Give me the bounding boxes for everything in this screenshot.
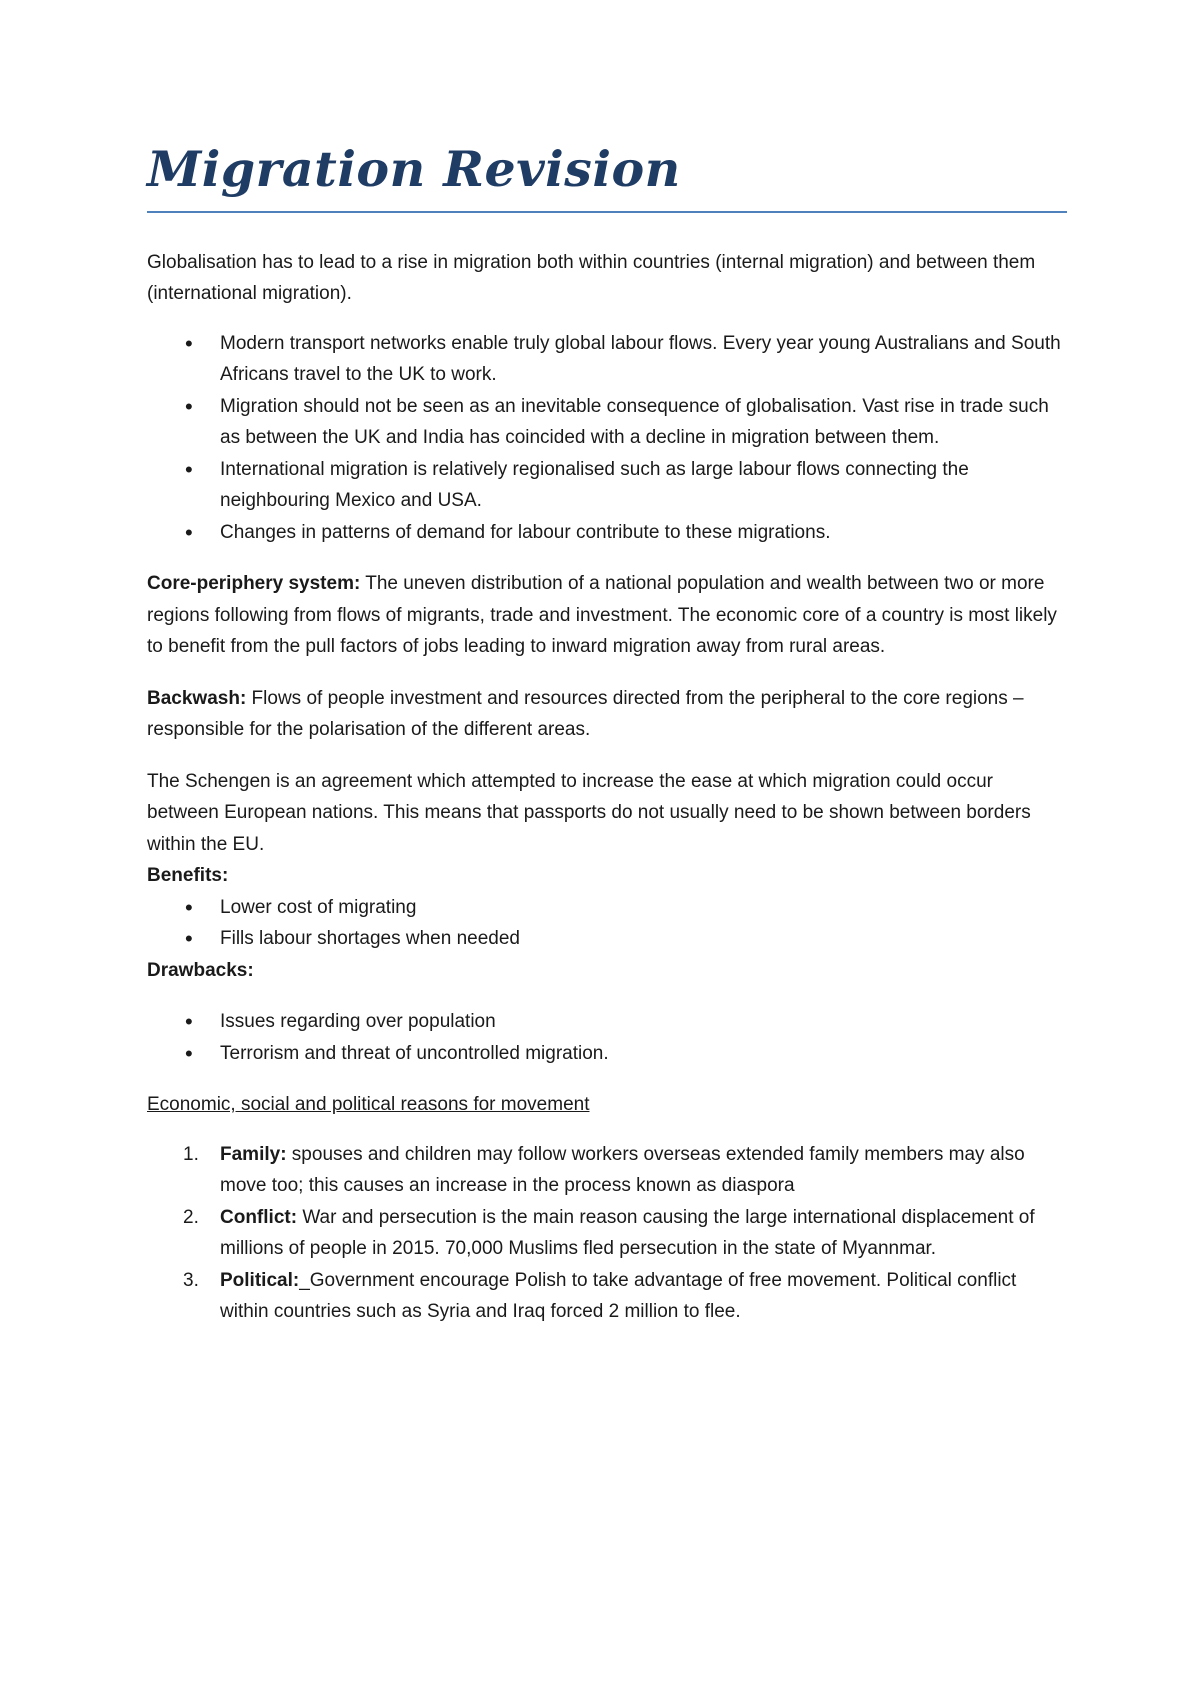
- reason-underscore: _: [299, 1269, 310, 1291]
- list-item: • Terrorism and threat of uncontrolled migration.: [147, 1038, 1067, 1070]
- intro-paragraph: Globalisation has to lead to a rise in migration both within countries (internal migration) and between them (international migration).: [147, 251, 1036, 305]
- title-underline-rule: [147, 211, 1067, 213]
- intro-bullet-list: [147, 328, 1067, 549]
- drawbacks-list: [147, 1006, 1067, 1069]
- list-item: [147, 1139, 1067, 1202]
- backwash-term: Backwash:: [147, 687, 247, 709]
- benefits-label: Benefits:: [147, 865, 229, 887]
- drawbacks-label: Drawbacks:: [147, 959, 254, 981]
- reasons-list: [147, 1139, 1067, 1328]
- reasons-heading: Economic, social and political reasons for movement: [147, 1094, 590, 1116]
- schengen-paragraph: The Schengen is an agreement which attempted to increase the ease at which migration could occur between European nations. This means that passports do not usually need to be shown between borders within the EU.: [147, 770, 1031, 855]
- reason-term: Political:: [220, 1269, 300, 1291]
- list-item: • Lower cost of migrating: [147, 892, 1067, 924]
- list-item: • Migration should not be seen as an inevitable consequence of globalisation. Vast rise in trade such as between the UK and India has coincided with a decline in migration between them.: [147, 391, 1067, 454]
- page-title: Migration Revision: [147, 140, 681, 198]
- list-item: • Fills labour shortages when needed: [147, 923, 1067, 955]
- core-periphery-term: Core-periphery system:: [147, 573, 361, 595]
- list-number: 1.: [183, 1143, 199, 1165]
- backwash-paragraph: [147, 683, 1067, 746]
- document-body: [147, 140, 1067, 1328]
- list-item: • Changes in patterns of demand for labour contribute to these migrations.: [147, 517, 1067, 549]
- benefits-list: [147, 892, 1067, 955]
- list-number: 3.: [183, 1269, 199, 1291]
- reason-term: Family:: [220, 1143, 287, 1165]
- list-item: • Issues regarding over population: [147, 1006, 1067, 1038]
- backwash-definition: Flows of people investment and resources directed from the peripheral to the core regions – responsible for the polarisation of the different areas.: [147, 687, 1024, 741]
- list-item: [147, 1202, 1067, 1265]
- list-item: [147, 1265, 1067, 1328]
- core-periphery-definition: The uneven distribution of a national population and wealth between two or more regions following from flows of migrants, trade and investment. The economic core of a country is most likely to benefit from the pull factors of jobs leading to inward migration away from rural areas.: [147, 573, 1057, 658]
- list-number: 2.: [183, 1206, 199, 1228]
- list-item: • International migration is relatively regionalised such as large labour flows connecting the neighbouring Mexico and USA.: [147, 454, 1067, 517]
- list-item: • Modern transport networks enable truly global labour flows. Every year young Australians and South Africans travel to the UK to work.: [147, 328, 1067, 391]
- reason-text: spouses and children may follow workers overseas extended family members may also move too; this causes an increase in the process known as diaspora: [220, 1143, 1025, 1197]
- reason-text: Government encourage Polish to take advantage of free movement. Political conflict within countries such as Syria and Iraq forced 2 million to flee.: [220, 1269, 1017, 1323]
- reason-term: Conflict:: [220, 1206, 298, 1228]
- reason-text: War and persecution is the main reason causing the large international displacement of millions of people in 2015. 70,000 Muslims fled persecution in the state of Myannmar.: [220, 1206, 1035, 1260]
- core-periphery-paragraph: [147, 568, 1067, 663]
